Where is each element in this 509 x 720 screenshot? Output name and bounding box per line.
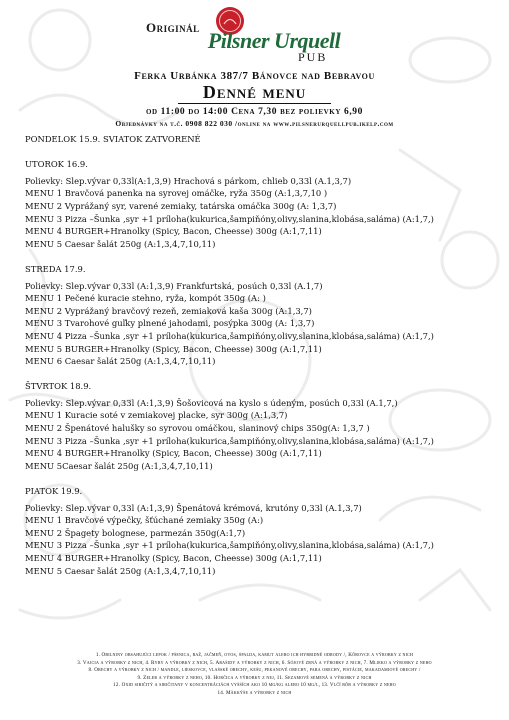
closed-notice: PONDELOK 15.9. SVIATOK ZATVORENÉ: [25, 134, 201, 144]
soup-line: Polievky: Slep.vývar 0,33l (A:1,3,9) Špenátová krémová, krutóny 0,33l (A.1,3,7): [25, 502, 362, 513]
ordering-info: Objednávky na t.č. 0908 822 030 /online na www.pilsnerurquellpub.ikelp.com: [115, 119, 394, 128]
menu-line: MENU 6 Caesar šalát 250g (A:1,3,4,7,10,11): [25, 356, 216, 367]
day-heading: PIATOK 19.9.: [25, 486, 83, 497]
allergen-legend: [0, 652, 509, 697]
menu-line: MENU 2 Špagety bolognese, parmezán 350g(A:1,7): [25, 527, 246, 538]
day-heading: UTOROK 16.9.: [25, 159, 88, 170]
address: Ferka Urbánka 387/7 Bánovce nad Bebravou: [134, 70, 375, 82]
logo-prefix: Originál: [146, 20, 200, 35]
allergen-line: 3. Vajcia a výrobky z nich, 4. Ryby a výrobky z nich, 5. Arašidy a výrobky z nich, 6. Sójové zrná a výrobky z nich, 7. Mlieko a výrobky z neho: [77, 659, 432, 666]
title-underline: [178, 103, 331, 104]
menu-line: MENU 2 Špenátové halušky so syrovou omáčkou, slaninový chips 350g(A: 1,3,7 ): [25, 423, 370, 434]
menu-line: MENU 3 Pizza –Šunka ,syr +1 príloha(kukurica,šampiňóny,olivy,slanina,klobása,saláma) (A:1,7,): [25, 435, 434, 446]
menu-line: MENU 5 BURGER+Hranolky (Spicy, Bacon, Cheesse) 300g (A:1,7,11): [25, 343, 322, 354]
menu-line: MENU 3 Pizza –Šunka ,syr +1 príloha(kukurica,šampiňóny,olivy,slanina,klobása,saláma) (A:1,7,): [25, 213, 434, 224]
menu-line: MENU 5 Caesar šalát 250g (A:1,3,4,7,10,11): [25, 565, 216, 576]
menu-line: MENU 1 Bravčové výpečky, šťúchané zemiaky 350g (A:): [25, 515, 264, 526]
pilsner-urquell-pub-logo: [140, 4, 370, 66]
day-heading: ŠTVRTOK 18.9.: [25, 381, 92, 392]
menu-header: [0, 0, 509, 132]
menu-line: MENU 4 Pizza –Šunka ,syr +1 príloha(kukurica,šampiňóny,olivy,slanina,klobása,saláma) (A:1,7,): [25, 330, 434, 341]
menu-line: MENU 2 Vyprážaný bravčový rezeň, zemiaková kaša 300g (A:1,3,7): [25, 305, 312, 316]
menu-body: [25, 133, 503, 590]
day-block-thursday: [25, 380, 503, 472]
menu-line: MENU 4 BURGER+Hranolky (Spicy, Bacon, Cheesse) 300g (A:1,7,11): [25, 448, 322, 459]
soup-line: Polievky: Slep.vývar 0,33l (A:1,3,9) Frankfurtská, posúch 0,33l (A.1,7): [25, 280, 323, 291]
menu-line: MENU 3 Pizza –Šunka ,syr +1 príloha(kukurica,šampiňóny,olivy,slanina,klobása,saláma) (A:1,7,): [25, 540, 434, 551]
menu-line: MENU 5Caesar šalát 250g (A:1,3,4,7,10,11): [25, 460, 213, 471]
allergen-line: 8. Orechy a výrobky z nich / mandle, lieskovce, vlašské orechy, kešu, pekanové orechy, para orechy, pistácie, makadamiové orechy /: [88, 667, 421, 673]
day-block-tuesday: [25, 158, 503, 250]
allergen-line: 1. Obilniny obsahujúci lepok / pšenica, raž, jačmeň, ovos, špalda, kamut alebo ich hybridné odrody /, Kôrovce a výrobky z nich: [95, 652, 414, 658]
logo-suffix: PUB: [298, 50, 328, 64]
allergen-line: 14. Mäkkýše a výrobky z nich: [217, 689, 292, 696]
hours-and-prices: od 11:00 do 14:00 Cena 7,30 bez polievky 6,90: [145, 107, 364, 117]
menu-line: MENU 4 BURGER+Hranolky (Spicy, Bacon, Cheesse) 300g (A:1,7,11): [25, 226, 322, 237]
menu-line: MENU 1 Kuracie soté v zemiakovej placke, syr 300g (A:1,3,7): [25, 410, 288, 421]
menu-line: MENU 2 Vyprážaný syr, varené zemiaky, tatárska omáčka 300g (A: 1,3,7): [25, 200, 337, 211]
day-block-wednesday: [25, 263, 503, 368]
day-heading: STREDA 17.9.: [25, 263, 86, 274]
allergen-line: 9. Zeler a výrobky z neho, 10. Horčica a výrobky z nej, 11. Sezamové semená a výrobky z nich: [137, 674, 372, 681]
soup-line: Polievky: Slep.vývar 0,33l(A:1,3,9) Hrachová s párkom, chlieb 0,33l (A.1,3,7): [25, 175, 352, 186]
menu-line: MENU 3 Tvarohové guľky plnené jahodami, posýpka 300g (A: 1,3,7): [25, 318, 315, 329]
page-title: Denné menu: [202, 82, 307, 102]
menu-line: MENU 1 Bravčová panenka na syrovej omáčke, ryža 350g (A:1,3,7,10 ): [25, 188, 328, 199]
allergen-line: 12. Oxid siričitý a siričitany v koncentráciách vyšších ako 10 mg/kg alebo 10 mg/l, 13. Vlčí bôb a výrobky z neho: [113, 682, 396, 688]
logo-brand: Pilsner Urquell: [207, 28, 341, 53]
menu-line: MENU 5 Caesar šalát 250g (A:1,3,4,7,10,11): [25, 238, 216, 249]
day-block-friday: [25, 485, 503, 577]
soup-line: Polievky: Slep.vývar 0,33l (A:1,3,9) Šošovicová na kyslo s údeným, posúch 0,33l (A.1,7,): [25, 397, 398, 408]
menu-line: MENU 1 Pečené kuracie stehno, ryža, kompót 350g (A: ): [25, 293, 266, 304]
menu-line: MENU 4 BURGER+Hranolky (Spicy, Bacon, Cheesse) 300g (A:1,7,11): [25, 553, 322, 563]
